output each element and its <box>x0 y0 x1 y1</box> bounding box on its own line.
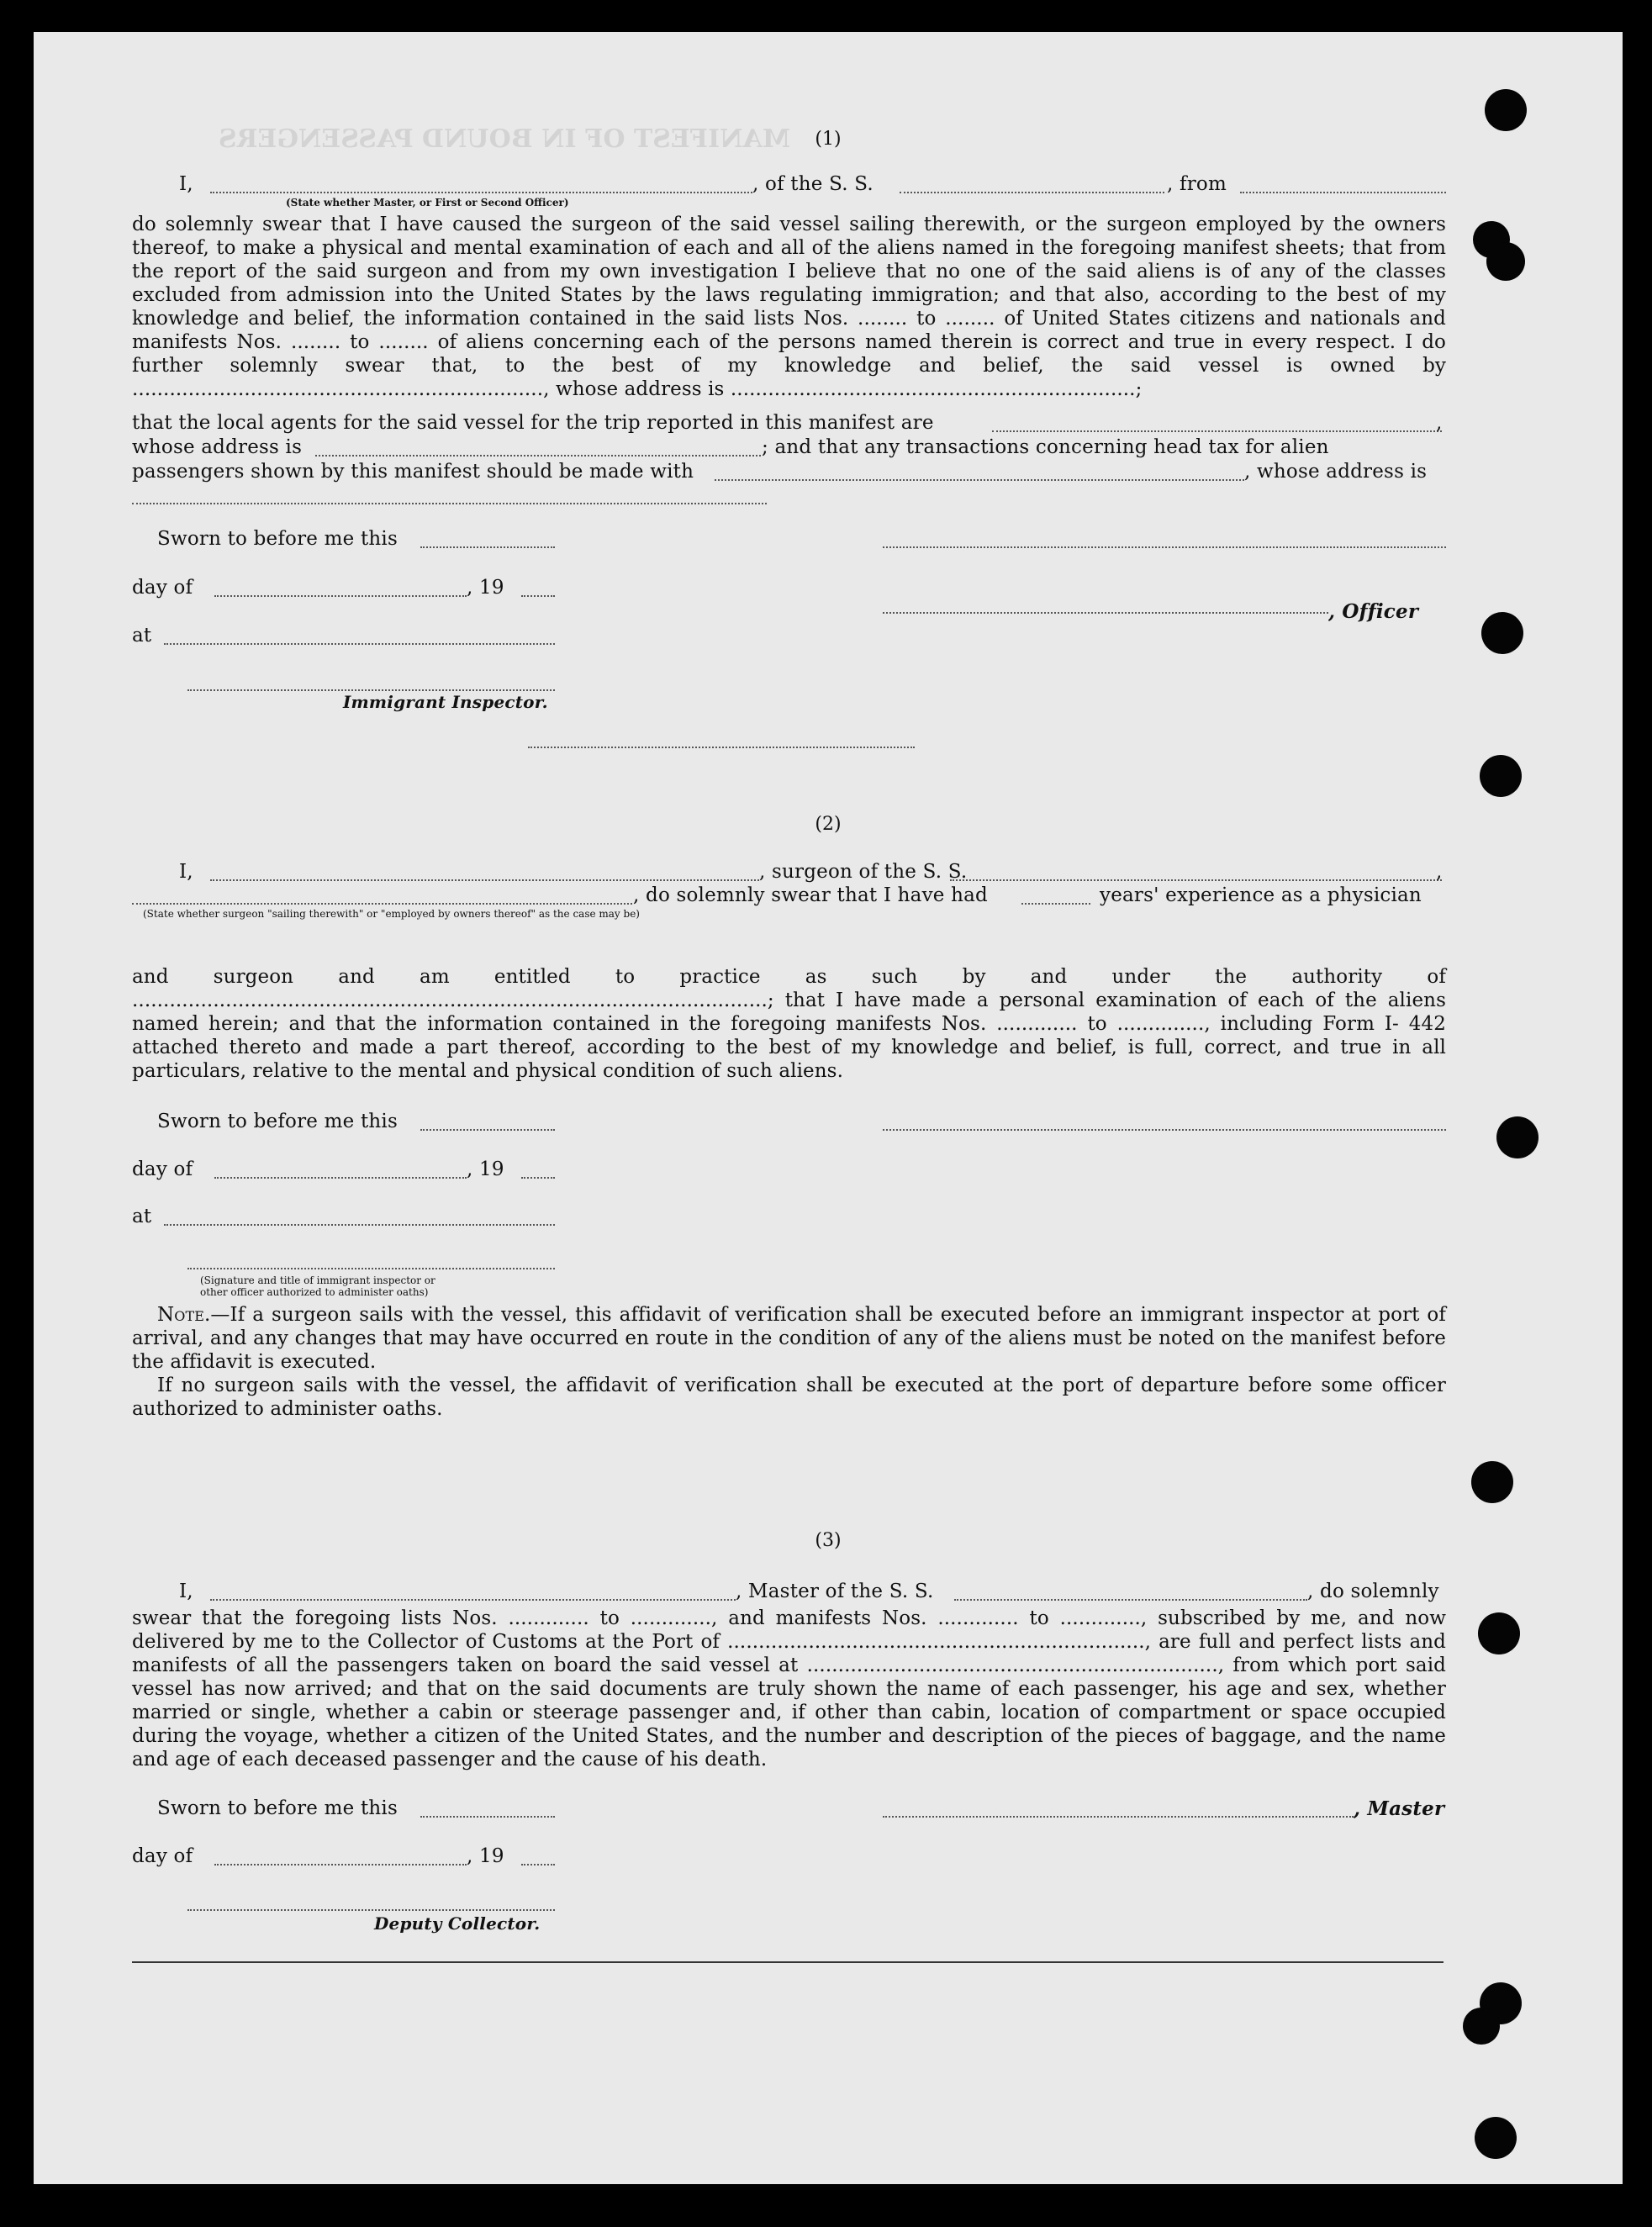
binder-hole <box>1486 242 1525 281</box>
section-1-of-ss: , of the S. S. <box>752 173 874 195</box>
immigrant-inspector-label: Immigrant Inspector. <box>343 692 548 712</box>
bleed-through-text: MANIFEST OF IN BOUND PASSENGERS <box>218 124 790 154</box>
surgeon-note <box>132 1303 1446 1374</box>
master-name-field[interactable] <box>210 192 752 193</box>
at-label-2: at <box>132 1206 152 1227</box>
year-label-2: , 19 <box>467 1158 504 1180</box>
section-2-number: (2) <box>815 814 842 835</box>
signature-note-1: (Signature and title of immigrant inspector or <box>200 1274 435 1286</box>
section-3-number: (3) <box>815 1530 842 1551</box>
section-1-i: I, <box>179 173 193 195</box>
bottom-rule <box>132 1961 1444 1963</box>
section-2-i: I, <box>179 861 193 883</box>
note-text: —If a surgeon sails with the vessel, this affidavit of verification shall be executed before an immigrant inspector at port of arrival, and any changes that may have occurred en route in the condition of any of the aliens must be noted on the manifest before the affidavit is executed. <box>132 1304 1446 1373</box>
binder-hole <box>1478 1612 1520 1654</box>
binder-hole <box>1480 755 1522 797</box>
passengers-address-label: , whose address is <box>1244 461 1428 483</box>
ship-name-field[interactable] <box>900 192 1164 193</box>
separator-dots <box>528 747 915 748</box>
section-3-i: I, <box>179 1581 193 1602</box>
binder-hole <box>1485 89 1527 131</box>
local-agents-line: that the local agents for the said vessel for the trip reported in this manifest are <box>132 412 934 434</box>
sworn-label-2: Sworn to before me this <box>157 1111 398 1132</box>
at-place-field-2[interactable] <box>164 1224 555 1226</box>
surgeon-status-note: (State whether surgeon "sailing therewith" or "employed by owners thereof" as the case may be) <box>143 908 640 920</box>
month-field-3[interactable] <box>214 1864 467 1866</box>
year-label-1: , 19 <box>467 577 504 599</box>
month-field-1[interactable] <box>214 595 467 597</box>
whose-address-line: whose address is <box>132 436 303 458</box>
from-port-field[interactable] <box>1240 192 1446 193</box>
at-place-field-1[interactable] <box>164 643 555 645</box>
section-2-body: and surgeon and am entitled to practice as such by and under the authority of ......................................................................................................; that I have made a personal examination of each of the aliens named herein; and that the information contained in the foregoing manifests Nos. ............. to .............., including Form I- 442 attached thereto and made a part thereof, according to the best of my knowledge and belief, is full, correct, and true in all particulars, relative to the mental and physical condition of such aliens. <box>132 966 1446 1082</box>
binder-hole <box>1463 2008 1500 2045</box>
binder-hole <box>1496 1116 1539 1158</box>
sworn-date-field-3[interactable] <box>420 1816 555 1818</box>
sworn-date-field-1[interactable] <box>420 546 555 548</box>
year-label-3: , 19 <box>467 1845 504 1867</box>
surgeon-name-field[interactable] <box>210 879 759 881</box>
surgeon-of-ss-label: , surgeon of the S. S. <box>759 861 968 883</box>
month-field-2[interactable] <box>214 1177 467 1179</box>
year-field-3[interactable] <box>521 1864 555 1866</box>
years-experience-field[interactable] <box>1021 903 1090 905</box>
day-of-label-2: day of <box>132 1158 193 1180</box>
sworn-date-field-2[interactable] <box>420 1129 555 1131</box>
signature-line-2[interactable] <box>883 1129 1446 1131</box>
binder-hole <box>1481 612 1523 654</box>
master-of-ss-label: , Master of the S. S. <box>736 1581 934 1602</box>
surgeon-status-field[interactable] <box>132 903 632 905</box>
year-field-1[interactable] <box>521 595 555 597</box>
officer-label: , Officer <box>1328 600 1419 623</box>
sworn-label-3: Sworn to before me this <box>157 1797 398 1819</box>
years-experience-label: years' experience as a physician <box>1100 884 1422 906</box>
deputy-collector-label: Deputy Collector. <box>374 1913 541 1934</box>
day-of-label-3: day of <box>132 1845 193 1867</box>
punct-comma: , <box>1436 412 1443 434</box>
head-tax-line: ; and that any transactions concerning head tax for alien <box>762 436 1329 458</box>
authorized-signature-field[interactable] <box>187 1268 555 1269</box>
do-solemnly-label-3: , do solemnly <box>1307 1581 1439 1602</box>
master-ship-field[interactable] <box>954 1599 1307 1601</box>
at-label-1: at <box>132 625 152 646</box>
head-tax-contact-field[interactable] <box>715 479 1244 481</box>
note-label: Note. <box>157 1304 211 1326</box>
signature-line-1[interactable] <box>883 546 1446 548</box>
head-tax-address-field[interactable] <box>132 503 767 504</box>
master-officer-note: (State whether Master, or First or Second Officer) <box>286 197 569 208</box>
passengers-line: passengers shown by this manifest should be made with <box>132 461 694 483</box>
deputy-signature-field[interactable] <box>187 1909 555 1911</box>
master-name-field-3[interactable] <box>210 1599 736 1601</box>
surgeon-ship-field[interactable] <box>950 879 1442 881</box>
do-solemnly-label: , do solemnly swear that I have had <box>633 884 988 906</box>
signature-note-2: other officer authorized to administer oaths) <box>200 1286 429 1298</box>
section-3-body: swear that the foregoing lists Nos. ............. to ............., and manifests Nos. ............. to ............., subscribed by me, and now delivered by me to the Collector of Customs at the Port of ..................................................................., are full and perfect lists and manifests of all the passengers taken on board the said vessel at .................................................................., from which port said vessel has now arrived; and that on the said documents are truly shown the name of each passenger, his age and sex, whether married or single, whether a cabin or steerage passenger and, if other than cabin, location of compartment or space occupied during the voyage, whether a citizen of the United States, and the number and description of the pieces of baggage, and the name and age of each deceased passenger and the cause of his death. <box>132 1607 1446 1771</box>
binder-hole <box>1471 1461 1513 1503</box>
master-signature-field[interactable] <box>883 1816 1354 1818</box>
section-1-from: , from <box>1167 173 1227 195</box>
punct-comma: , <box>1436 861 1443 883</box>
year-field-2[interactable] <box>521 1177 555 1179</box>
local-agents-field[interactable] <box>992 430 1442 432</box>
inspector-signature-field[interactable] <box>187 689 555 691</box>
day-of-label-1: day of <box>132 577 193 599</box>
form-sheet <box>34 32 1623 2184</box>
agents-address-field[interactable] <box>315 455 761 456</box>
note-text-2: If no surgeon sails with the vessel, the affidavit of verification shall be executed at the port of departure before some officer authorized to administer oaths. <box>132 1375 1446 1420</box>
section-1-body: do solemnly swear that I have caused the surgeon of the said vessel sailing therewith, or the surgeon employed by the owners thereof, to make a physical and mental examination of each and all of the aliens named in the foregoing manifest sheets; that from the report of the said surgeon and from my own investigation I believe that no one of the said aliens is of any of the classes excluded from admission into the United States by the laws regulating immigration; and that also, according to the best of my knowledge and belief, the information contained in the said lists Nos. ........ to ........ of United States citizens and nationals and manifests Nos. ........ to ........ of aliens concerning each of the persons named therein is correct and true in every respect. I do further solemnly swear that, to the best of my knowledge and belief, the said vessel is owned by .................................................................., whose address is .................................................................; <box>132 214 1446 400</box>
section-1-number: (1) <box>815 129 842 150</box>
binder-hole <box>1475 2117 1517 2159</box>
no-surgeon-note <box>132 1374 1446 1421</box>
master-label: , Master <box>1354 1797 1445 1820</box>
officer-signature-field[interactable] <box>883 612 1328 614</box>
sworn-label-1: Sworn to before me this <box>157 528 398 550</box>
